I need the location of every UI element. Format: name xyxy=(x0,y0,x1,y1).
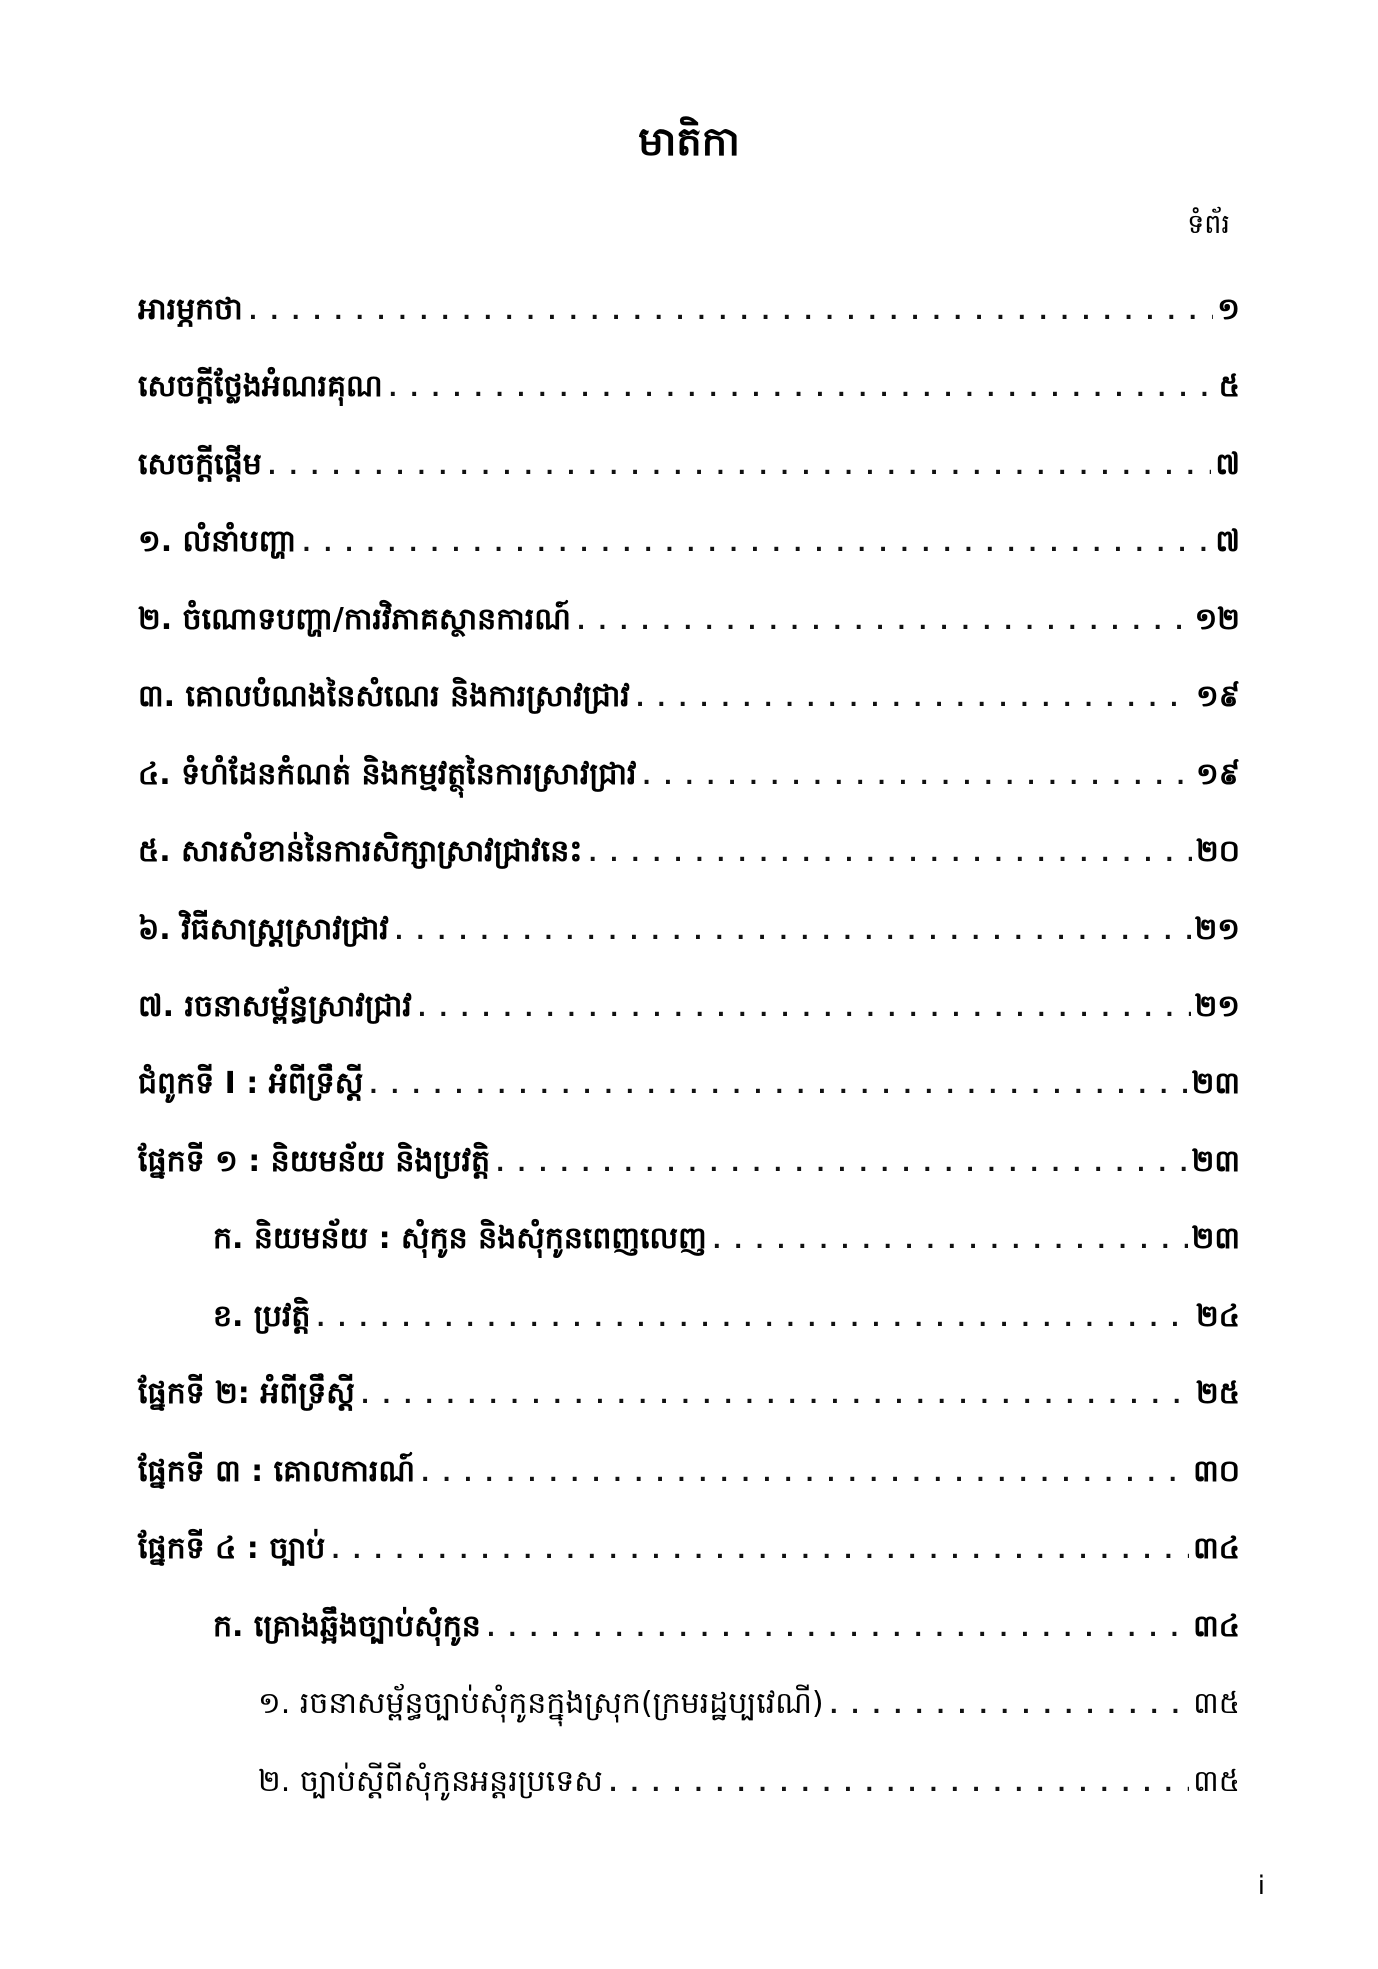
toc-entry[interactable] xyxy=(258,1679,1240,1729)
toc-entry-page: ៥ xyxy=(1218,369,1240,404)
toc-entry-page: ៣៥ xyxy=(1193,1686,1240,1721)
toc-entry-page: ៣៤ xyxy=(1193,1609,1240,1644)
dot-leader xyxy=(249,288,1214,338)
toc-entry-page: ២១ xyxy=(1194,989,1240,1024)
toc-entry-page: ៣០ xyxy=(1193,1454,1240,1489)
dot-leader xyxy=(268,443,1212,493)
toc-entry[interactable] xyxy=(213,1214,1240,1264)
toc-entry[interactable] xyxy=(138,1524,1240,1574)
page-title: មាតិកា xyxy=(638,119,740,165)
dot-leader xyxy=(331,1527,1189,1577)
toc-entry-page: ២៥ xyxy=(1196,1376,1240,1411)
dot-leader xyxy=(588,830,1192,880)
dot-leader xyxy=(369,1062,1187,1112)
toc-entry[interactable] xyxy=(213,1602,1240,1652)
toc-entry[interactable] xyxy=(138,362,1240,412)
toc-entry-page: ៣៤ xyxy=(1193,1531,1240,1566)
toc-entry-page: ៣៥ xyxy=(1193,1764,1240,1799)
toc-entry-label: ខ. ប្រវត្តិ xyxy=(213,1299,311,1334)
toc-entry[interactable] xyxy=(138,750,1240,800)
toc-entry-label: ៤. ទំហំដែនកំណត់ និងកម្មវត្ថុនៃការស្រាវជ្រាវ xyxy=(138,757,637,792)
toc-entry[interactable] xyxy=(138,1447,1240,1497)
dot-leader xyxy=(642,753,1192,803)
toc-entry-label: ៥. សារសំខាន់នៃការសិក្សាស្រាវជ្រាវនេះ xyxy=(138,834,583,869)
toc-entry-label: ១. លំនាំបញ្ហា xyxy=(138,524,297,559)
toc-entry[interactable] xyxy=(138,1137,1240,1187)
dot-leader xyxy=(496,1140,1188,1190)
toc-entry[interactable] xyxy=(138,1369,1240,1419)
toc-entry-page: ២៣ xyxy=(1191,1066,1240,1101)
toc-entry[interactable] xyxy=(138,517,1240,567)
dot-leader xyxy=(361,1372,1192,1422)
dot-leader xyxy=(636,675,1192,725)
toc-entry-label: ផ្នែកទី ៣ : គោលការណ៍ xyxy=(138,1454,415,1489)
toc-entry-label: ២. ច្បាប់ស្តីពីសុំកូនអន្តរប្រទេស xyxy=(258,1764,603,1799)
toc-entry-page: ១៩ xyxy=(1196,679,1240,714)
toc-entry-label: ក. និយមន័យ : សុំកូន និងសុំកូនពេញលេញ xyxy=(213,1221,707,1256)
toc-entry-page: ២៣ xyxy=(1191,1144,1240,1179)
toc-entry-label: ផ្នែកទី ២: អំពីទ្រឹស្តី xyxy=(138,1376,355,1411)
toc-entry-label: អារម្ភកថា xyxy=(138,292,243,327)
toc-entry-page: ២១ xyxy=(1194,912,1240,947)
toc-entry[interactable] xyxy=(213,1292,1240,1342)
toc-entry-page: ២៣ xyxy=(1191,1221,1240,1256)
toc-entry-label: ៧. រចនាសម្ព័ន្ធស្រាវជ្រាវ xyxy=(138,989,412,1024)
dot-leader xyxy=(395,908,1191,958)
toc-entry[interactable] xyxy=(138,827,1240,877)
dot-leader xyxy=(421,1450,1189,1500)
toc-entry[interactable] xyxy=(258,1757,1240,1807)
dot-leader xyxy=(487,1605,1189,1655)
dot-leader xyxy=(389,365,1215,415)
toc-entry[interactable] xyxy=(138,672,1240,722)
toc-entry[interactable] xyxy=(138,285,1240,335)
toc-entry-page: ២៤ xyxy=(1196,1299,1240,1334)
toc-entry[interactable] xyxy=(138,982,1240,1032)
toc-entry-label: ២. ចំណោទបញ្ហា/ការវិភាគស្ថានការណ៍ xyxy=(138,602,571,637)
dot-leader xyxy=(609,1760,1189,1810)
dot-leader xyxy=(577,598,1191,648)
dot-leader xyxy=(316,1295,1192,1345)
toc-entry[interactable] xyxy=(138,440,1240,490)
dot-leader xyxy=(830,1682,1190,1732)
footer-page-number: i xyxy=(1257,1871,1265,1901)
dot-leader xyxy=(713,1217,1188,1267)
toc-entry-label: សេចក្តីផ្តើម xyxy=(138,447,262,482)
toc-entry-page: ១៩ xyxy=(1196,757,1240,792)
toc-entry[interactable] xyxy=(138,595,1240,645)
toc-entry[interactable] xyxy=(138,1059,1240,1109)
dot-leader xyxy=(302,520,1211,570)
toc-entry-label: ជំពូកទី I : អំពីទ្រឹស្តី xyxy=(138,1066,364,1101)
dot-leader xyxy=(418,985,1191,1035)
toc-entry-label: ១. រចនាសម្ព័ន្ធច្បាប់សុំកូនក្នុងស្រុក(ក្រមរដ្ឋប្បវេណី) xyxy=(258,1686,824,1721)
toc-entry-label: ផ្នែកទី ១ : និយមន័យ និងប្រវត្តិ xyxy=(138,1144,491,1179)
toc-entry-label: ៣. គោលបំណងនៃសំណេរ និងការស្រាវជ្រាវ xyxy=(138,679,630,714)
toc-entry[interactable] xyxy=(138,905,1240,955)
page-column-header: ទំព័រ xyxy=(1187,209,1230,240)
toc-entry-label: សេចក្តីថ្លែងអំណរគុណ xyxy=(138,369,383,404)
toc-entry-label: ក. គ្រោងឆ្អឹងច្បាប់សុំកូន xyxy=(213,1609,481,1644)
toc-entry-page: ១ xyxy=(1217,292,1240,327)
toc-entry-label: ផ្នែកទី ៤ : ច្បាប់ xyxy=(138,1531,326,1566)
toc-entry-page: ១២ xyxy=(1194,602,1240,637)
toc-entry-label: ៦. វិធីសាស្រ្តស្រាវជ្រាវ xyxy=(138,912,389,947)
toc-entry-page: ៧ xyxy=(1215,524,1240,559)
toc-entry-page: ៧ xyxy=(1215,447,1240,482)
toc-entry-page: ២០ xyxy=(1196,834,1240,869)
